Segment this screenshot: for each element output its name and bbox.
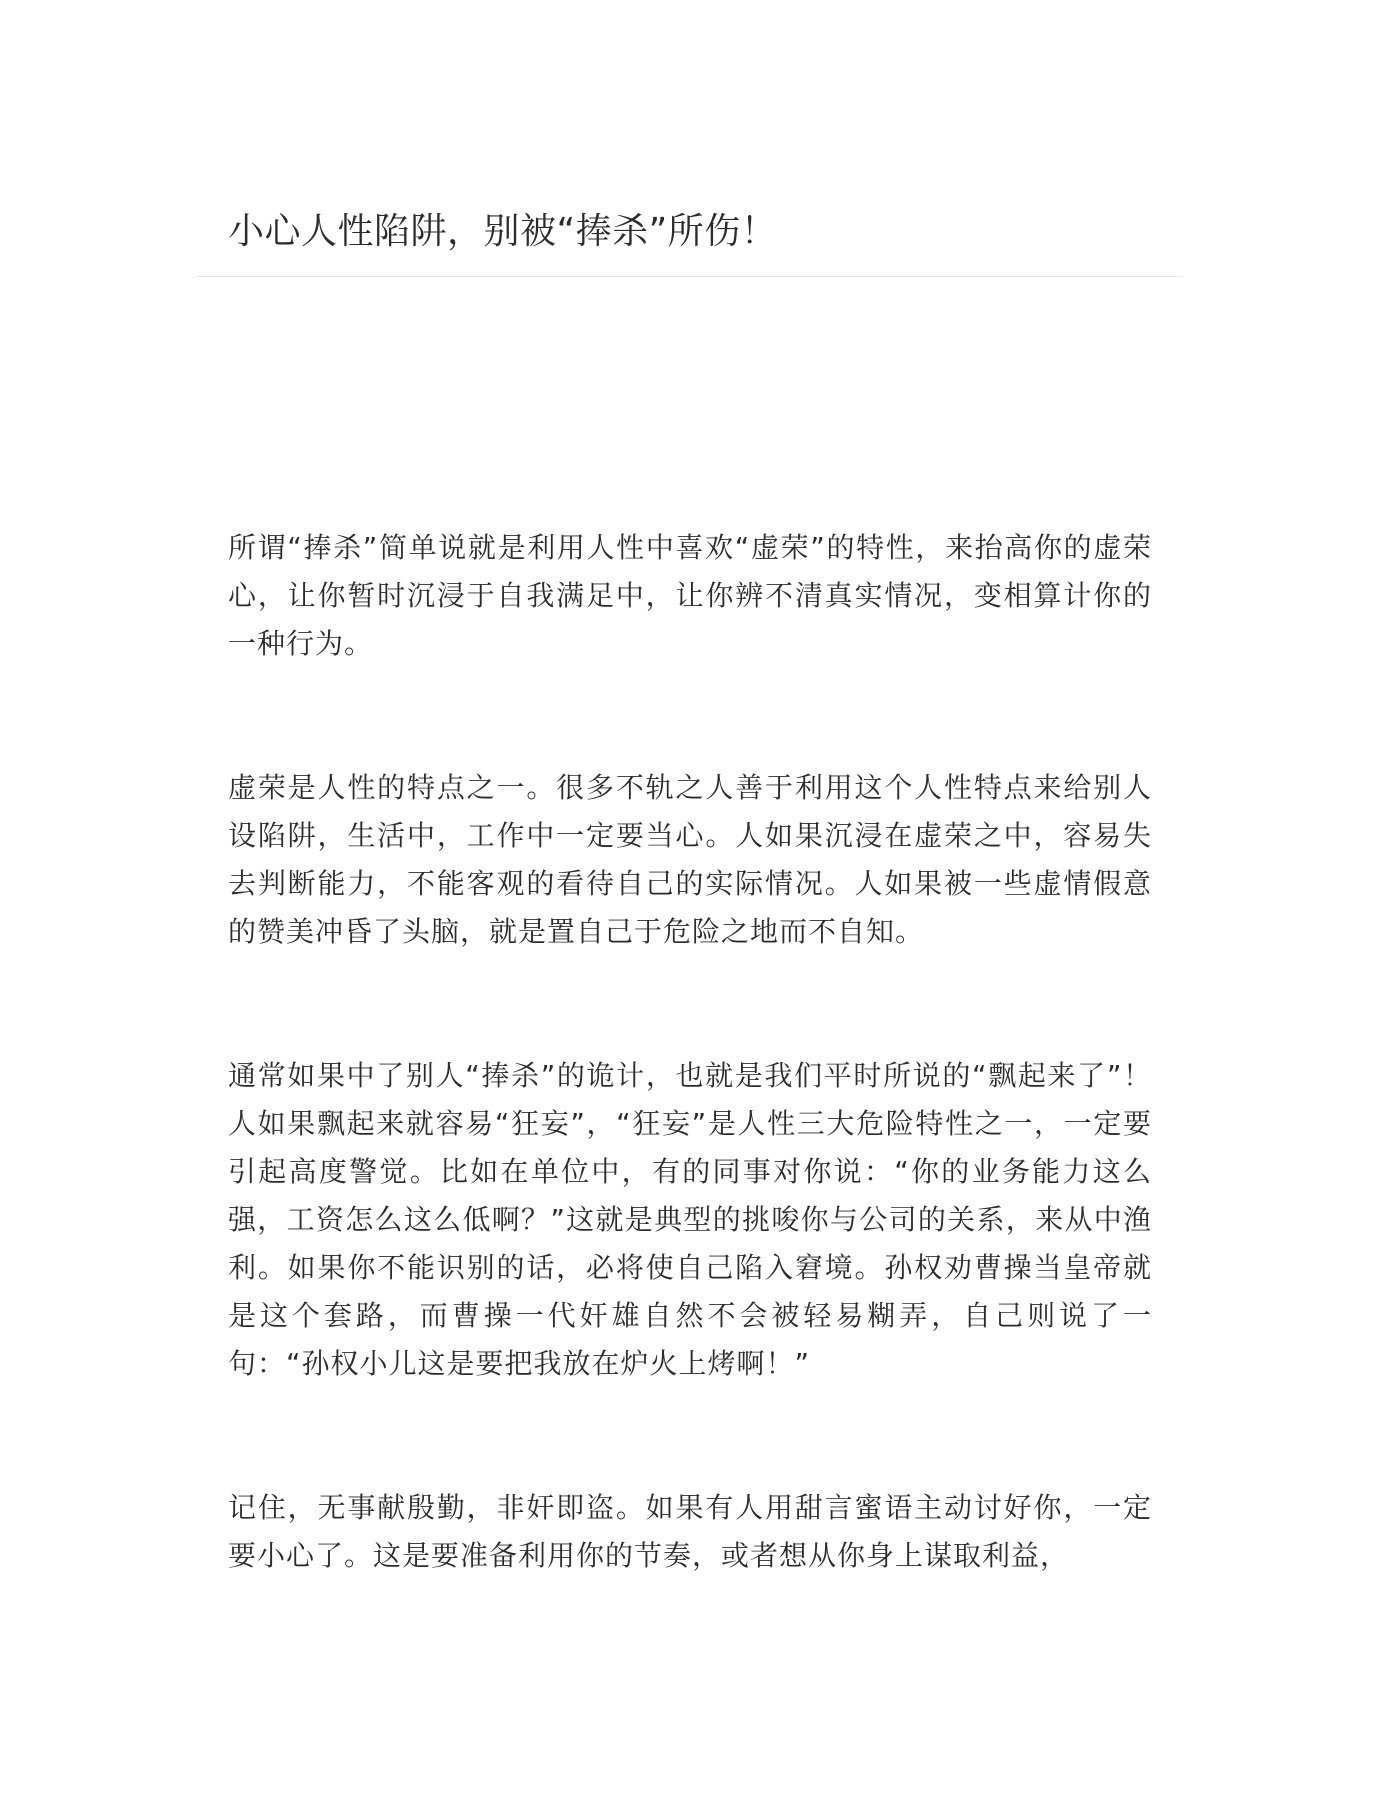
article-paragraph-3: 通常如果中了别人“捧杀”的诡计，也就是我们平时所说的“飘起来了”！人如果飘起来就容易“狂妄”，“狂妄”是人性三大危险特性之一，一定要引起高度警觉。比如在单位中，有的同事对你说：“你的业务能力这么强，工资怎么这么低啊？”这就是典型的挑唆你与公司的关系，来从中渔利。如果你不能识别的话，必将使自己陷入窘境。孙权劝曹操当皇帝就是这个套路，而曹操一代奸雄自然不会被轻易糊弄，自己则说了一句：“孙权小儿这是要把我放在炉火上烤啊！” <box>228 1059 1152 1380</box>
article-paragraph-2: 虚荣是人性的特点之一。很多不轨之人善于利用这个人性特点来给别人设陷阱，生活中，工作中一定要当心。人如果沉浸在虚荣之中，容易失去判断能力，不能客观的看待自己的实际情况。人如果被一些虚情假意的赞美冲昏了头脑，就是置自己于危险之地而不自知。 <box>228 771 1152 948</box>
article-paragraph-1: 所谓“捧杀”简单说就是利用人性中喜欢“虚荣”的特性，来抬高你的虚荣心，让你暂时沉浸于自我满足中，让你辨不清真实情况，变相算计你的一种行为。 <box>228 531 1152 660</box>
title-divider <box>197 276 1183 277</box>
article-paragraph-4: 记住，无事献殷勤，非奸即盗。如果有人用甜言蜜语主动讨好你，一定要小心了。这是要准备利用你的节奏，或者想从你身上谋取利益， <box>228 1491 1152 1572</box>
article-title: 小心人性陷阱，别被“捧杀”所伤！ <box>228 211 778 252</box>
